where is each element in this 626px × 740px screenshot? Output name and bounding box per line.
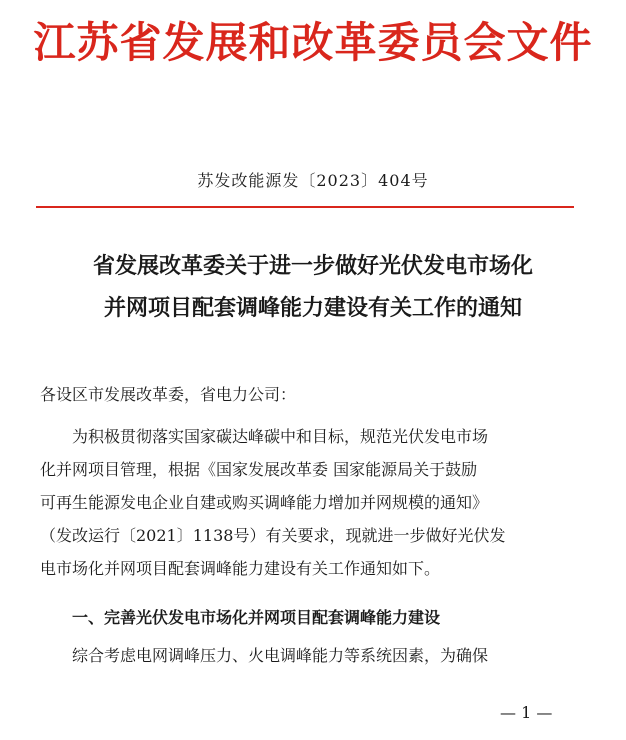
document-number: 苏发改能源发〔2023〕404号 — [197, 171, 429, 190]
page-number: — 1 — — [500, 703, 553, 722]
recipient-line: 各设区市发展改革委，省电力公司： — [40, 385, 297, 404]
notice-title-line: 省发展改革委关于进一步做好光伏发电市场化 — [92, 254, 533, 279]
body-line: 为积极贯彻落实国家碳达峰碳中和目标，规范光伏发电市场 — [72, 427, 489, 446]
body-line: （发改运行〔2021〕1138号）有关要求，现就进一步做好光伏发 — [40, 526, 506, 545]
body-line: 电市场化并网项目配套调峰能力建设有关工作通知如下。 — [40, 559, 441, 578]
body-paragraph — [40, 420, 580, 585]
red-separator-line — [36, 206, 574, 208]
continued-paragraph: 综合考虑电网调峰压力、火电调峰能力等系统因素，为确保 — [72, 646, 489, 665]
document-header-title: 江苏省发展和改革委员会文件 — [33, 18, 593, 67]
body-line: 可再生能源发电企业自建或购买调峰能力增加并网规模的通知》 — [40, 493, 489, 512]
notice-title-line: 并网项目配套调峰能力建设有关工作的通知 — [103, 296, 522, 321]
body-line: 化并网项目管理，根据《国家发展改革委 国家能源局关于鼓励 — [40, 460, 478, 479]
notice-title — [20, 246, 606, 330]
section-heading: 一、完善光伏发电市场化并网项目配套调峰能力建设 — [72, 608, 441, 627]
